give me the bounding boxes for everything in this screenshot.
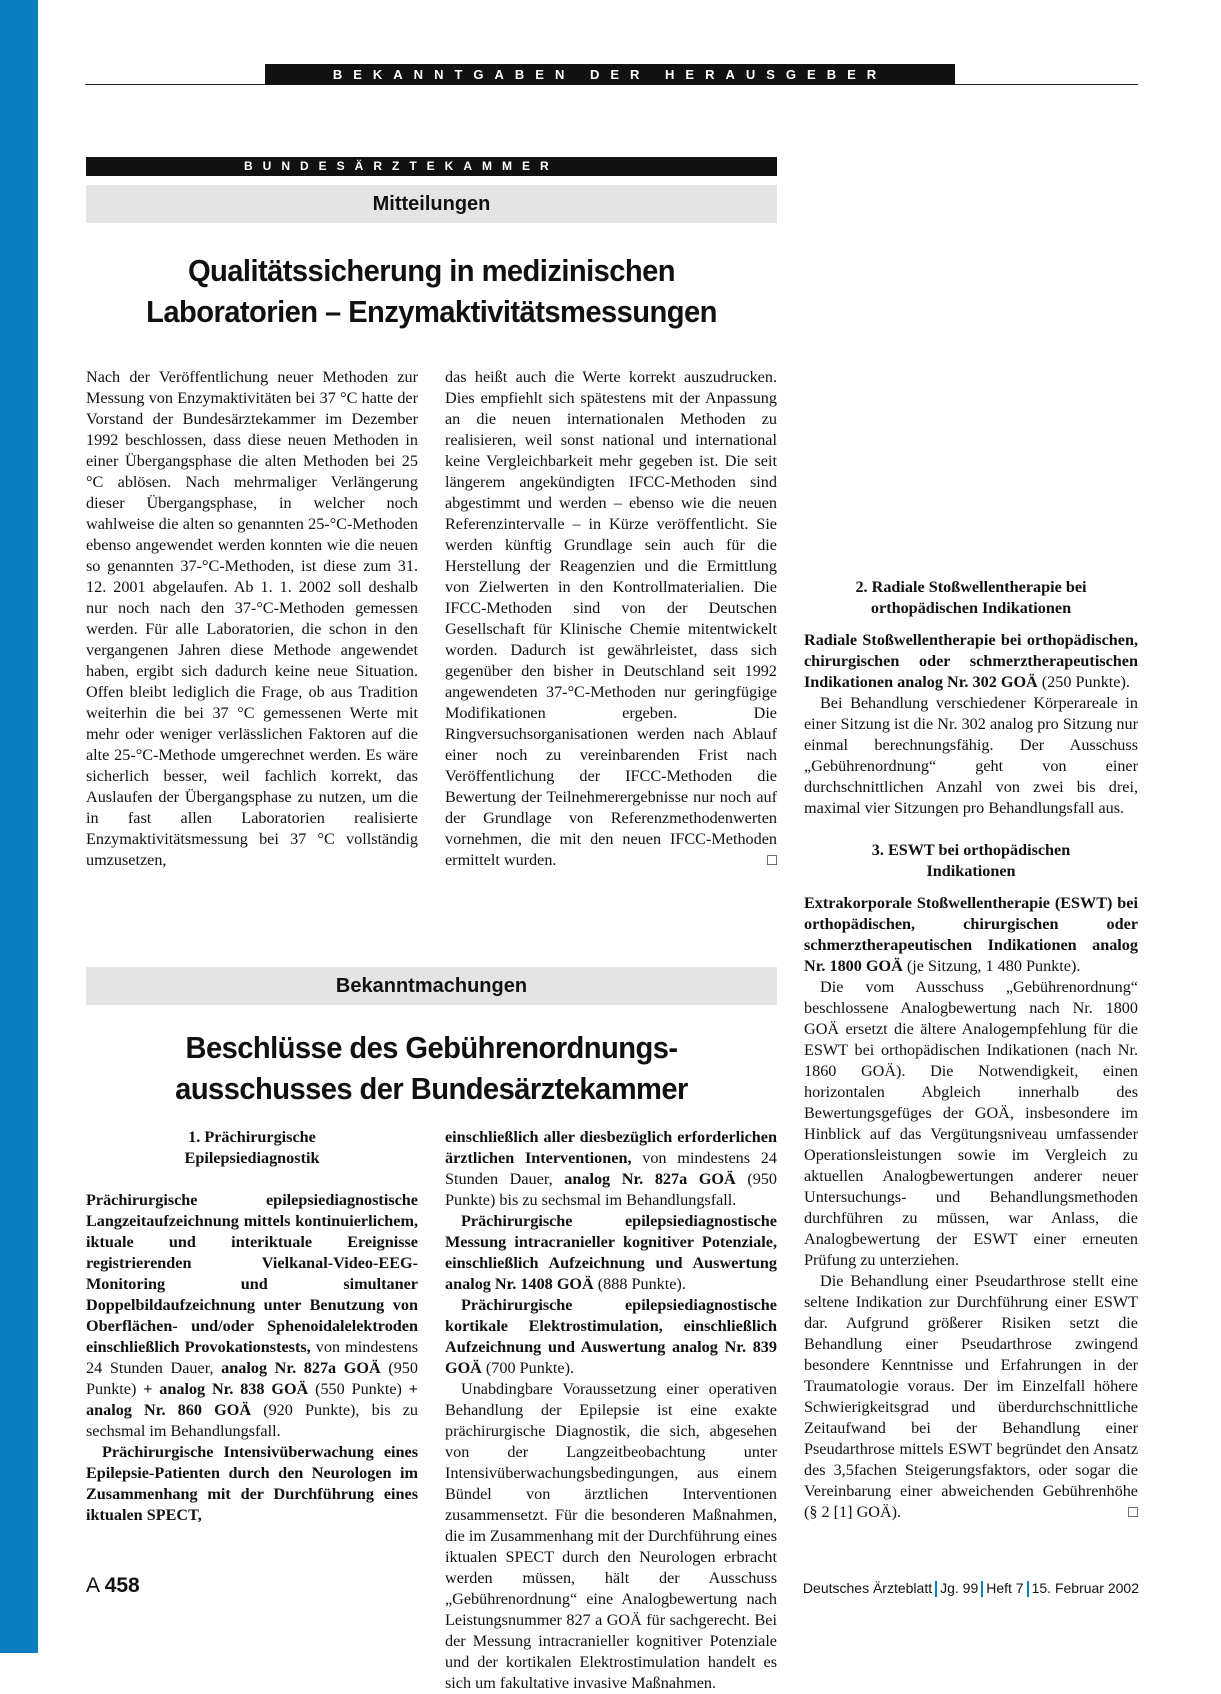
journal-date: 15. Februar 2002 bbox=[1031, 1580, 1139, 1596]
journal-volume: Jg. 99 bbox=[940, 1580, 979, 1596]
article2-end-mark: □ bbox=[1128, 1503, 1138, 1521]
article2-column2 bbox=[445, 1127, 777, 1694]
subheading-2-line2: orthopädischen Indikationen bbox=[870, 599, 1072, 617]
journal-name: Deutsches Ärzteblatt bbox=[802, 1580, 933, 1596]
article1-kicker: Mitteilungen bbox=[86, 185, 777, 223]
paragraph-epilepsy-monitoring: Prächirurgische epilepsiediagnostische Langzeitaufzeichnung mittels kontinuierlichem, iktuale und interiktuale Ereignisse registrierenden Vielkanal-Video-EEG-Monitoring und simultaner Doppelbildaufzeichnung unter Benutzung von Oberflächen- und/oder Sphenoidalelektroden einschließlich Provokationstests, von mindestens 24 Stunden Dauer, analog Nr. 827a GOÄ (950 Punkte) + analog Nr. 838 GOÄ (550 Punkte) + analog Nr. 860 GOÄ (920 Punkte), bis zu sechsmal im Behandlungsfall. bbox=[86, 1191, 419, 1440]
paragraph-radial-shockwave: Radiale Stoßwellentherapie bei orthopädischen, chirurgischen oder schmerztherapeutischen Indikationen analog Nr. 302 GOÄ (250 Punkte). bbox=[804, 631, 1138, 691]
subheading-3-line2: Indikationen bbox=[926, 862, 1016, 880]
article1-col1-text: Nach der Veröffentlichung neuer Methoden zur Messung von Enzymaktivitäten bei 37 °C hatte der Vorstand der Bundesärztekammer im Dezember 1992 beschlossen, dass diese neuen Methoden in einer Übergangsphase die alten Methoden bei 25 °C ablösen. Nach mehrmaliger Verlängerung dieser Übergangsphase, in welcher noch wahlweise die alten so genannten 25-°C-Methoden ebenso angewendet werden konnten wie die neuen so genannten 37-°C-Methoden, ist diese zum 31. 12. 2001 abgelaufen. Ab 1. 1. 2002 soll deshalb nur noch nach den 37-°C-Methoden gemessen werden. Für alle Laboratorien, die schon in den vergangenen Jahren diese Methode angewendet haben, ergibt sich dadurch keine neue Situation. Offen bleibt lediglich die Frage, ob aus Tradition weiterhin die bei 37 °C gemessenen Werte mit mehr oder weniger verlässlichen Faktoren auf die alte 25-°C-Methode umgerechnet werden. Es wäre sicherlich besser, weil fachlich korrekt, das Auslaufen der Übergangsphase zu nutzen, um die in fast allen Laboratorien realisierte Enzymaktivitätsmessung bei 37 °C vollständig umzusetzen, bbox=[86, 368, 418, 869]
article1-end-mark: □ bbox=[767, 851, 777, 869]
paragraph-eswt-analog: Die vom Ausschuss „Gebührenordnung“ beschlossene Analogbewertung nach Nr. 1800 GOÄ ersetzt die ältere Analogempfehlung für die ESWT bei orthopädischen Indikationen (nach Nr. 1860 GOÄ). Die Notwendigkeit, einen horizontalen Abgleich innerhalb des Bewertungsgefüges der GOÄ, insbesondere im Hinblick auf das Vergütungsniveau umfassender Operationsleistungen sowie im Vergleich zu aktuellen Analogbewertungen anderer neuer Untersuchungs- und Behandlungsmethoden durchführen zu müssen, war Anlass, die Analogbewertung der ESWT einer erneuten Prüfung zu unterziehen. bbox=[804, 978, 1138, 1269]
section-banner: BUNDESÄRZTEKAMMER bbox=[86, 157, 777, 176]
page-number bbox=[86, 1574, 140, 1598]
article2-title-line2: ausschusses der Bundesärztekammer bbox=[175, 1071, 688, 1106]
paragraph-cognitive-potentials: Prächirurgische epilepsiediagnostische Messung intracranieller kognitiver Potenziale, einschließlich Aufzeichnung und Auswertung analog Nr. 1408 GOÄ (888 Punkte). bbox=[445, 1212, 777, 1293]
subheading-1 bbox=[86, 1127, 418, 1169]
paragraph-prerequisite: Unabdingbare Voraussetzung einer operativen Behandlung der Epilepsie ist eine exakte prächirurgische Diagnostik, die sich, abgesehen von der Langzeitbeobachtung unter Intensivüberwachungsbedingungen, aus einem Bündel von ärztlichen Interventionen zusammensetzt. Für die besonderen Maßnahmen, die im Zusammenhang mit der Durchführung eines iktualen SPECT durch den Neurologen erbracht werden müssen, hält der Ausschuss „Gebührenordnung“ eine Analogbewertung nach Leistungsnummer 827 a GOÄ für sachgerecht. Bei der Messung intracranieller kognitiver Potenziale und der kortikalen Elektrostimulation handelt es sich um fakultative invasive Maßnahmen. bbox=[445, 1380, 777, 1692]
category-banner: BEKANNTGABEN DER HERAUSGEBER bbox=[265, 64, 955, 85]
left-color-stripe bbox=[0, 0, 38, 1653]
paragraph-radial-sessions: Bei Behandlung verschiedener Körperareale in einer Sitzung ist die Nr. 302 analog pro Sitzung nur einmal berechnungsfähig. Der Ausschuss „Gebührenordnung“ geht von einer durchschnittlichen Anzahl von zwei bis drei, maximal vier Sitzungen pro Behandlungsfall aus. bbox=[804, 694, 1138, 817]
article1-title-line2: Laboratorien – Enzymaktivitätsmessungen bbox=[146, 294, 717, 329]
paragraph-electrostimulation: Prächirurgische epilepsiediagnostische kortikale Elektrostimulation, einschließlich Aufzeichnung und Auswertung analog Nr. 839 GOÄ (700 Punkte). bbox=[445, 1296, 777, 1377]
article2-title bbox=[107, 1027, 757, 1109]
article1-title bbox=[107, 250, 757, 332]
article1-column1 bbox=[86, 367, 418, 871]
subheading-1-line1: 1. Prächirurgische bbox=[188, 1128, 316, 1146]
subheading-2 bbox=[804, 577, 1138, 619]
journal-issue: Heft 7 bbox=[986, 1580, 1024, 1596]
journal-footer bbox=[803, 1580, 1139, 1597]
article1-column2 bbox=[445, 367, 777, 871]
paragraph-intensive-monitoring: Prächirurgische Intensivüberwachung eines Epilepsie-Patienten durch den Neurologen im Zusammenhang mit der Durchführung eines iktualen SPECT, bbox=[86, 1443, 418, 1524]
page-prefix: A bbox=[86, 1574, 99, 1597]
article2-column1 bbox=[86, 1127, 418, 1526]
article2-title-line1: Beschlüsse des Gebührenordnungs- bbox=[185, 1030, 678, 1065]
paragraph-pseudarthrosis: Die Behandlung einer Pseudarthrose stellt eine seltene Indikation zur Durchführung einer ESWT dar. Aufgrund größerer Risiken setzt die Behandlung einer Pseudarthrose zwingend besondere Kenntnisse und Erfahrungen in der Traumatologie voraus. Der im Einzelfall höhere Schwierigkeitsgrad und überdurchschnittliche Zeitaufwand bei der Behandlung einer Pseudarthrose mittels ESWT begründet den Ansatz des 3,5fachen Steigerungsfaktors, oder sogar die Vereinbarung einer abweichenden Gebührenhöhe (§ 2 [1] GOÄ). □ bbox=[804, 1272, 1138, 1521]
article2-column3 bbox=[804, 157, 1138, 1523]
article1-title-line1: Qualitätssicherung in medizinischen bbox=[187, 253, 676, 288]
page-number-value: 458 bbox=[104, 1574, 140, 1597]
subheading-3-line1: 3. ESWT bei orthopädischen bbox=[871, 841, 1071, 859]
article2-kicker: Bekanntmachungen bbox=[86, 967, 777, 1005]
subheading-3 bbox=[804, 840, 1138, 882]
subheading-2-line1: 2. Radiale Stoßwellentherapie bei bbox=[855, 578, 1087, 596]
paragraph-eswt: Extrakorporale Stoßwellentherapie (ESWT) bei orthopädischen, chirurgischen oder schmerztherapeutischen Indikationen analog Nr. 1800 GOÄ (je Sitzung, 1 480 Punkte). bbox=[804, 894, 1138, 975]
paragraph-intensive-monitoring-cont: einschließlich aller diesbezüglich erforderlichen ärztlichen Interventionen, von mindestens 24 Stunden Dauer, analog Nr. 827a GOÄ (950 Punkte) bis zu sechsmal im Behandlungsfall. bbox=[445, 1128, 777, 1209]
subheading-1-line2: Epilepsiediagnostik bbox=[184, 1149, 320, 1167]
article1-col2-text: das heißt auch die Werte korrekt auszudrucken. Dies empfiehlt sich spätestens mit der Anpassung an die neuen internationalen Methoden zu realisieren, weil sonst national und international keine Vergleichbarkeit mehr gegeben ist. Die seit längerem angekündigten IFCC-Methoden sind abgestimmt und werden – ebenso wie die neuen Referenzintervalle – in Kürze veröffentlicht. Sie werden künftig Grundlage sein auch für die Herstellung der Reagenzien und die Ermittlung von Zielwerten in den Kontrollmaterialien. Die IFCC-Methoden sind von der Deutschen Gesellschaft für Klinische Chemie mitentwickelt worden. Dadurch ist gewährleistet, dass sich gegenüber den bisher in Deutschland seit 1992 angewendeten 37-°C-Methoden nur geringfügige Modifikationen ergeben. Die Ringversuchsorganisationen werden nach Ablauf einer noch zu vereinbarenden Frist nach Veröffentlichung der IFCC-Methoden die Bewertung der Teilnehmerergebnisse nur noch auf der Grundlage von Referenzmethodenwerten vornehmen, die mit den neuen IFCC-Methoden ermittelt wurden. bbox=[445, 368, 777, 869]
